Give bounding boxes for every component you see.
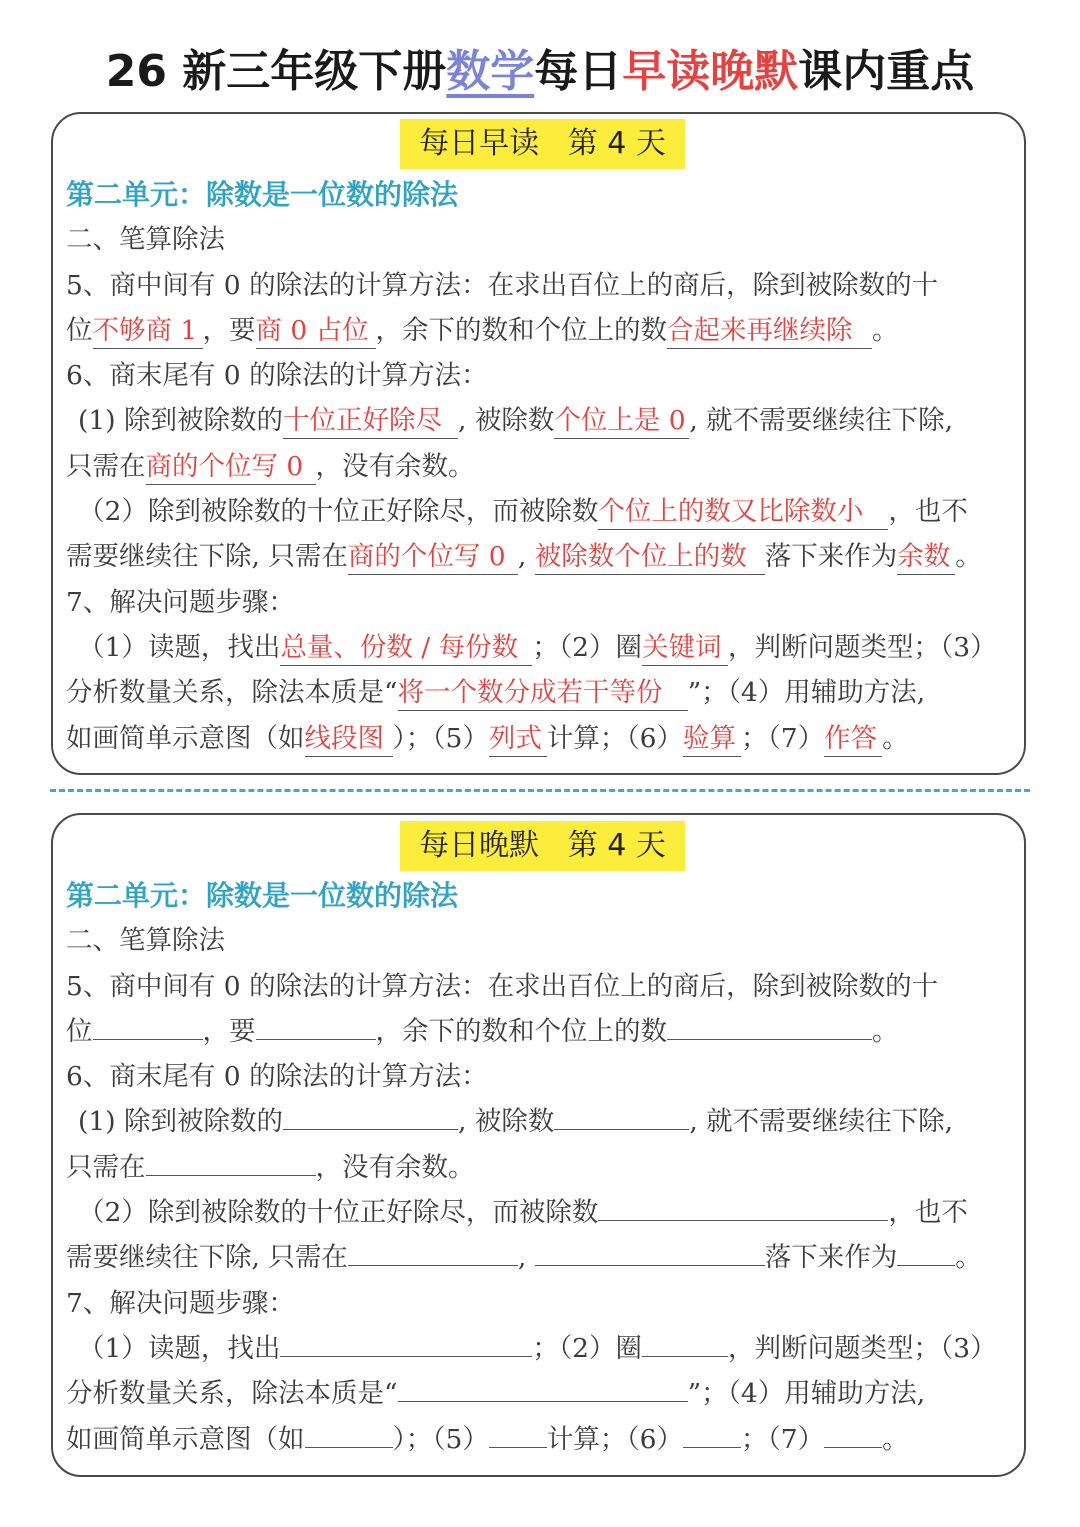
rule-5-line-2 — [66, 308, 1011, 353]
answer-blank[interactable] — [642, 1326, 728, 1357]
text-segment: 计算；（6） — [546, 1423, 683, 1455]
answer-blank[interactable] — [554, 1099, 689, 1130]
text-segment: 。 — [882, 722, 909, 754]
text-segment: 位 — [66, 314, 93, 346]
section-heading: 二、笔算除法 — [66, 925, 225, 957]
text-segment: 计算；（6） — [546, 722, 683, 754]
text-segment: 。 — [882, 1423, 909, 1455]
text-segment: (1) 除到被除数的 — [78, 1106, 283, 1138]
text-segment: ，也不 — [888, 1197, 968, 1229]
text-segment: (1) 除到被除数的 — [78, 405, 283, 437]
text-segment: 位 — [66, 1015, 93, 1047]
text-segment: ，要 — [202, 1015, 256, 1047]
evening-content — [66, 873, 1011, 1462]
text-segment: , 就不需要继续往下除, — [689, 405, 954, 437]
text-segment: ）；（5） — [392, 722, 489, 754]
rule-6-1-line-1 — [66, 398, 1011, 443]
rule-6-2-line-2 — [66, 534, 1011, 579]
text-segment: ，也不 — [888, 496, 968, 528]
answer-blank[interactable] — [667, 1009, 872, 1040]
rule-7-line-2 — [66, 670, 1011, 715]
answer-blank[interactable] — [398, 1371, 688, 1402]
text-segment: ，没有余数。 — [315, 450, 475, 482]
text-segment: ；（2）圈 — [532, 631, 642, 663]
rule-6-1-line-1 — [66, 1099, 1011, 1144]
rule-6-1-line-2 — [66, 444, 1011, 489]
text-segment: （1）读题，找出 — [78, 631, 281, 663]
answer-blank[interactable] — [535, 1235, 765, 1266]
text-segment: ，判断问题类型；（3） — [728, 1332, 997, 1364]
rule-6-heading: 6、商末尾有 0 的除法的计算方法： — [66, 1061, 488, 1093]
text-segment: ，要 — [202, 314, 256, 346]
text-segment: 如画简单示意图（如 — [66, 1423, 305, 1455]
text-segment: , — [517, 1242, 535, 1274]
rule-6-2-line-2 — [66, 1235, 1011, 1280]
answer-blank[interactable] — [683, 1417, 741, 1448]
answer: 商的个位写 0 — [146, 450, 316, 485]
text-segment: , 就不需要继续往下除, — [689, 1106, 954, 1138]
answer-blank[interactable] — [93, 1009, 203, 1040]
rule-7-line-3 — [66, 1417, 1011, 1462]
answer: 作答 — [824, 722, 882, 757]
rule-7-line-1 — [66, 625, 1011, 670]
text-segment: 分析数量关系，除法本质是“ — [66, 1378, 398, 1410]
answer-blank[interactable] — [824, 1417, 882, 1448]
text-segment: 落下来作为 — [764, 1242, 898, 1274]
answer-blank[interactable] — [348, 1235, 518, 1266]
text-segment: ，余下的数和个位上的数 — [375, 314, 667, 346]
text-segment: ”；（4）用辅助方法, — [687, 1378, 926, 1410]
title-highlight: 早读晚默 — [622, 46, 799, 97]
answer: 验算 — [683, 722, 741, 757]
answer: 商 0 占位 — [256, 314, 376, 349]
rule-6-1-line-2 — [66, 1145, 1011, 1190]
morning-content — [66, 172, 1011, 761]
answer-blank[interactable] — [897, 1235, 955, 1266]
text-segment: , 被除数 — [457, 1106, 555, 1138]
rule-7-line-2 — [66, 1371, 1011, 1416]
rule-7-line-3 — [66, 716, 1011, 761]
answer-blank[interactable] — [146, 1145, 316, 1176]
rule-6-2-line-1 — [66, 1190, 1011, 1235]
answer: 不够商 1 — [93, 314, 203, 349]
answer: 总量、份数 / 每份数 — [280, 631, 532, 666]
answer: 关键词 — [642, 631, 728, 666]
text-segment: 。 — [872, 1015, 899, 1047]
answer: 十位正好除尽 — [283, 404, 458, 439]
rule-7-line-1 — [66, 1326, 1011, 1371]
rule-7-heading: 7、解决问题步骤： — [66, 586, 295, 618]
title-part-3: 每日 — [534, 46, 623, 97]
answer-blank[interactable] — [283, 1099, 458, 1130]
answer-blank[interactable] — [489, 1417, 547, 1448]
text-segment: ”；（4）用辅助方法, — [687, 677, 926, 709]
answer-blank[interactable] — [598, 1190, 888, 1221]
answer: 将一个数分成若干等份 — [398, 676, 688, 711]
unit-heading: 第二单元：除数是一位数的除法 — [66, 178, 459, 211]
rule-6-heading: 6、商末尾有 0 的除法的计算方法： — [66, 360, 488, 392]
dashed-divider — [50, 789, 1030, 792]
answer: 个位上是 0 — [554, 404, 689, 439]
text-segment: 如画简单示意图（如 — [66, 722, 305, 754]
text-segment: ）；（5） — [392, 1423, 489, 1455]
answer: 余数 — [897, 540, 955, 575]
rule-5-line-1: 5、商中间有 0 的除法的计算方法：在求出百位上的商后，除到被除数的十 — [66, 269, 939, 301]
text-segment: , 被除数 — [457, 405, 555, 437]
text-segment: ，判断问题类型；（3） — [728, 631, 997, 663]
answer: 列式 — [489, 722, 547, 757]
evening-badge: 每日晚默 第 4 天 — [400, 821, 685, 871]
page-title — [0, 40, 1080, 104]
text-segment: 分析数量关系，除法本质是“ — [66, 677, 398, 709]
text-segment: , — [517, 541, 535, 573]
rule-5-line-2 — [66, 1009, 1011, 1054]
answer-blank[interactable] — [305, 1417, 393, 1448]
answer: 商的个位写 0 — [348, 540, 518, 575]
text-segment: （2）除到被除数的十位正好除尽，而被除数 — [78, 496, 599, 528]
title-subject: 数学 — [446, 46, 535, 97]
rule-6-2-line-1 — [66, 489, 1011, 534]
title-part-1: 26 新三年级下册 — [105, 46, 447, 97]
text-segment: 只需在 — [66, 1151, 146, 1183]
text-segment: （2）除到被除数的十位正好除尽，而被除数 — [78, 1197, 599, 1229]
text-segment: 需要继续往下除, 只需在 — [66, 1242, 348, 1274]
rule-5-line-1: 5、商中间有 0 的除法的计算方法：在求出百位上的商后，除到被除数的十 — [66, 970, 939, 1002]
text-segment: ；（7） — [741, 722, 825, 754]
answer-blank[interactable] — [280, 1326, 532, 1357]
text-segment: 落下来作为 — [764, 541, 898, 573]
answer: 个位上的数又比除数小 — [598, 495, 888, 530]
text-segment: 只需在 — [66, 450, 146, 482]
text-segment: ，余下的数和个位上的数 — [375, 1015, 667, 1047]
text-segment: （1）读题，找出 — [78, 1332, 281, 1364]
rule-7-heading: 7、解决问题步骤： — [66, 1287, 295, 1319]
text-segment: 。 — [872, 314, 899, 346]
answer-blank[interactable] — [256, 1009, 376, 1040]
answer: 线段图 — [305, 722, 393, 757]
text-segment: ，没有余数。 — [315, 1151, 475, 1183]
unit-heading: 第二单元：除数是一位数的除法 — [66, 879, 459, 912]
morning-badge: 每日早读 第 4 天 — [400, 119, 685, 169]
text-segment: 。 — [955, 1242, 982, 1274]
text-segment: ；（7） — [741, 1423, 825, 1455]
answer: 合起来再继续除 — [667, 314, 872, 349]
section-heading: 二、笔算除法 — [66, 224, 225, 256]
text-segment: 需要继续往下除, 只需在 — [66, 541, 348, 573]
title-part-5: 课内重点 — [798, 46, 975, 97]
text-segment: ；（2）圈 — [532, 1332, 642, 1364]
answer: 被除数个位上的数 — [535, 540, 765, 575]
text-segment: 。 — [955, 541, 982, 573]
